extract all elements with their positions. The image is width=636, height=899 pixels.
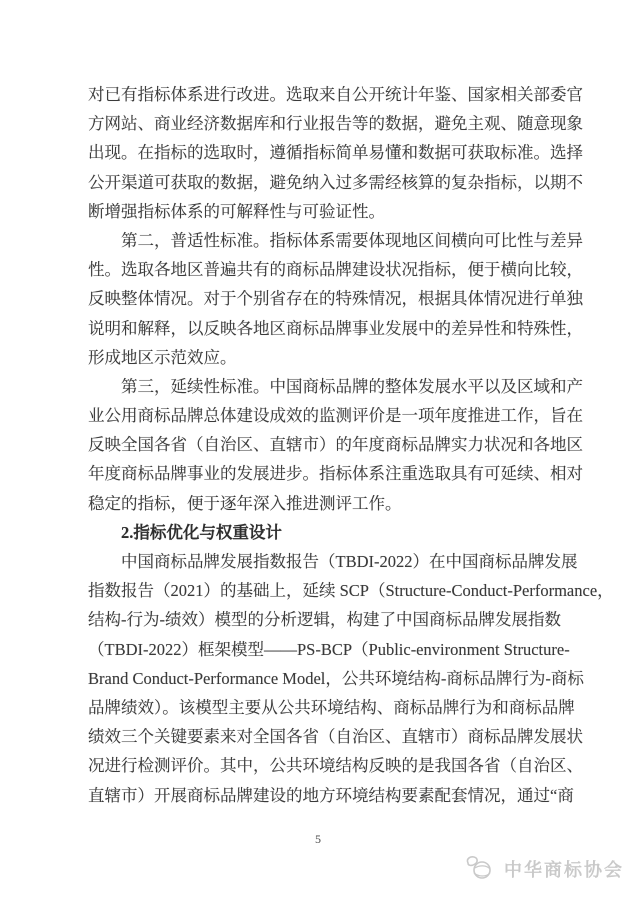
- text-line: 断增强指标体系的可解释性与可验证性。: [88, 201, 385, 221]
- text-line: 年度商标品牌事业的发展进步。指标体系注重选取具有可延续、相对: [88, 464, 583, 484]
- body-text: [88, 80, 614, 810]
- text-line: Brand Conduct-Performance Model，公共环境结构-商标品牌行为-商标: [88, 668, 584, 688]
- text-line: 对已有指标体系进行改进。选取来自公开统计年鉴、国家相关部委官: [88, 85, 583, 104]
- text-line: 绩效三个关键要素来对全国各省（自治区、直辖市）商标品牌发展状: [88, 727, 583, 747]
- text-line: 反映整体情况。对于个别省存在的特殊情况，根据具体情况进行单独: [88, 289, 583, 309]
- text-line: 第三，延续性标准。中国商标品牌的整体发展水平以及区域和产: [121, 376, 583, 396]
- text-line: 业公用商标品牌总体建设成效的监测评价是一项年度推进工作，旨在: [88, 406, 583, 426]
- text-line: 性。选取各地区普遍共有的商标品牌建设状况指标，便于横向比较，: [88, 260, 583, 280]
- text-line: 况进行检测评价。其中，公共环境结构反映的是我国各省（自治区、: [88, 756, 583, 776]
- text-line: 结构-行为-绩效）模型的分析逻辑，构建了中国商标品牌发展指数: [88, 610, 561, 630]
- text-line: 指数报告（2021）的基础上，延续 SCP（Structure-Conduct-Performance，: [88, 581, 614, 601]
- text-line: 反映全国各省（自治区、直辖市）的年度商标品牌实力状况和各地区: [88, 435, 583, 455]
- text-line: 中国商标品牌发展指数报告（TBDI-2022）在中国商标品牌发展: [121, 552, 578, 571]
- section-heading: 2.指标优化与权重设计: [121, 522, 282, 542]
- text-line: 公开渠道可获取的数据，避免纳入过多需经核算的复杂指标，以期不: [88, 172, 583, 192]
- text-line: 直辖市）开展商标品牌建设的地方环境结构要素配套情况，通过“商: [88, 785, 574, 805]
- watermark-text: 中华商标协会: [504, 860, 624, 880]
- text-line: （TBDI-2022）框架模型——PS-BCP（Public-environment Structure-: [88, 639, 570, 659]
- page-number: 5: [315, 832, 321, 846]
- text-line: 出现。在指标的选取时，遵循指标简单易懂和数据可获取标准。选择: [88, 143, 583, 163]
- watermark: [465, 854, 624, 884]
- text-line: 方网站、商业经济数据库和行业报告等的数据，避免主观、随意现象: [88, 114, 583, 134]
- text-line: 形成地区示范效应。: [88, 347, 237, 367]
- text-line: 第二，普适性标准。指标体系需要体现地区间横向可比性与差异: [121, 230, 583, 250]
- text-line: 品牌绩效）。该模型主要从公共环境结构、商标品牌行为和商标品牌: [88, 697, 575, 717]
- text-line: 稳定的指标，便于逐年深入推进测评工作。: [88, 493, 402, 513]
- association-logo-icon: [465, 854, 499, 884]
- text-line: 说明和解释，以反映各地区商标品牌事业发展中的差异性和特殊性，: [88, 318, 583, 338]
